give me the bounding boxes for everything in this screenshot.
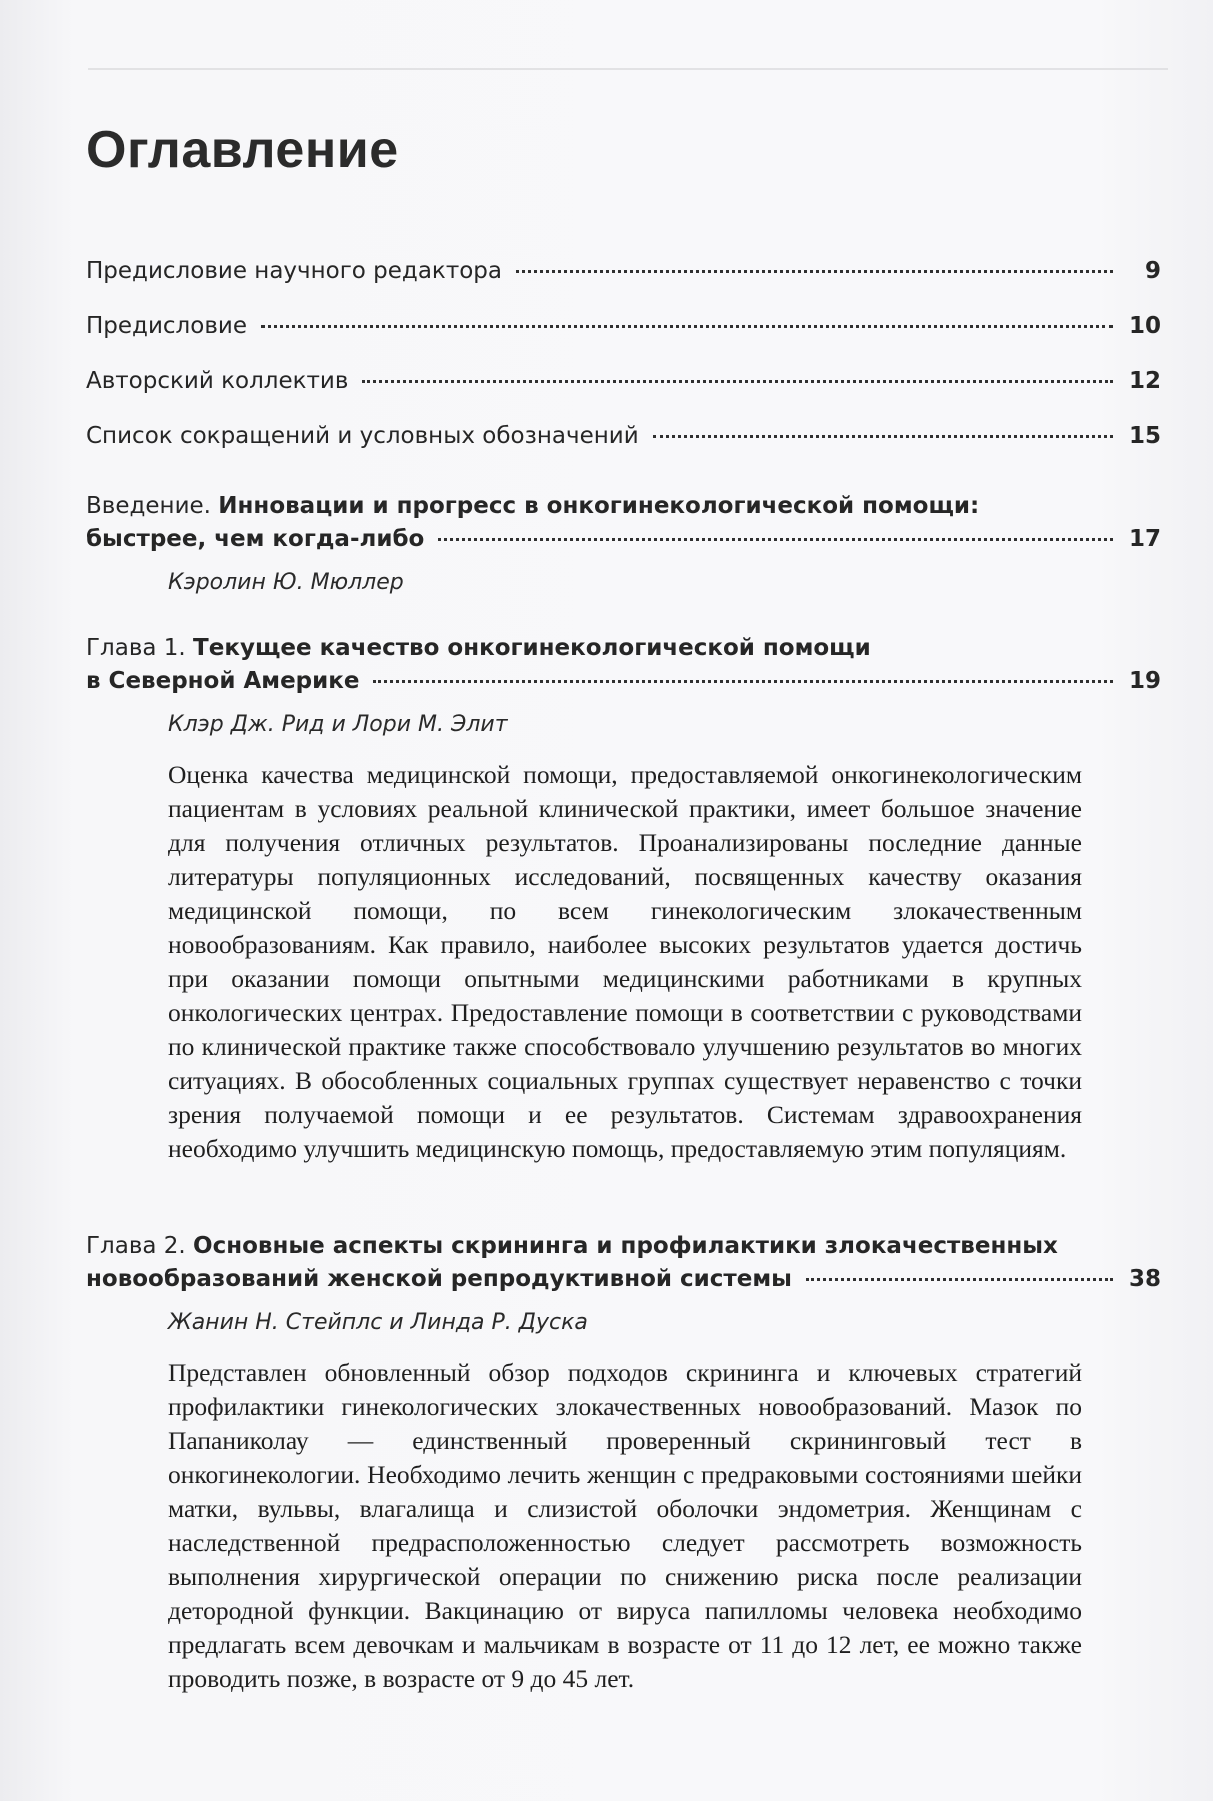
toc-leader-dots xyxy=(261,325,1113,328)
toc-entry-page: 17 xyxy=(1128,526,1161,552)
toc-entry-page: 38 xyxy=(1128,1266,1161,1292)
toc-chapter2-prefix: Глава 2. xyxy=(86,1233,186,1259)
running-header-rule xyxy=(88,62,1168,70)
toc-intro-prefix: Введение. xyxy=(86,493,211,519)
toc-intro-line2[interactable] xyxy=(86,526,1161,552)
toc-chapter1-title-line2: в Северной Америке xyxy=(86,668,360,694)
toc-chapter2-heading[interactable] xyxy=(86,1233,1086,1259)
toc-entry-page: 10 xyxy=(1128,313,1161,339)
toc-entry-label: Предисловие научного редактора xyxy=(86,258,502,284)
toc-intro-title-line2: быстрее, чем когда-либо xyxy=(86,526,425,552)
toc-chapter2-authors: Жанин Н. Стейплс и Линда Р. Дуска xyxy=(168,1310,588,1335)
toc-entry-authors[interactable] xyxy=(86,368,1161,394)
toc-leader-dots xyxy=(806,1278,1113,1281)
toc-intro-title-line1: Инновации и прогресс в онкогинекологической помощи: xyxy=(218,493,980,519)
toc-chapter2-title-line1: Основные аспекты скрининга и профилактики злокачественных xyxy=(193,1233,1058,1259)
toc-chapter2-title-line2: новообразований женской репродуктивной системы xyxy=(86,1266,792,1292)
toc-leader-dots xyxy=(362,380,1113,383)
toc-chapter1-prefix: Глава 1. xyxy=(86,635,186,661)
toc-entry-preface[interactable] xyxy=(86,313,1161,339)
toc-intro-heading[interactable] xyxy=(86,493,1086,519)
toc-entry-page: 19 xyxy=(1128,668,1161,694)
toc-intro-authors: Кэролин Ю. Мюллер xyxy=(168,570,404,595)
toc-chapter2-abstract: Представлен обновленный обзор подходов скрининга и ключевых стратегий профилактики гинекологических злокачественных новообразований. Мазок по Папаниколау — единственный проверенный скрининговый тест в онкогинекологии. Необходимо лечить женщин с предраковыми состояниями шейки матки, вульвы, влагалища и слизистой оболочки эндометрия. Женщинам с наследственной предрасположенностью следует рассмотреть возможность выполнения хирургической операции по снижению риска после реализации детородной функции. Вакцинацию от вируса папилломы человека необходимо предлагать всем девочкам и мальчикам в возрасте от 11 до 12 лет, ее можно также проводить позже, в возрасте от 9 до 45 лет. xyxy=(168,1358,1082,1693)
toc-entry-label: Предисловие xyxy=(86,313,247,339)
page-title: Оглавление xyxy=(86,121,399,179)
toc-chapter1-abstract: Оценка качества медицинской помощи, предоставляемой онкогинекологическим пациентам в условиях реальной клинической практики, имеет большое значение для получения отличных результатов. Проанализированы последние данные литературы популяционных исследований, посвященных качеству оказания медицинской помощи, по всем гинекологическим злокачественным новообразованиям. Как правило, наиболее высоких результатов удается достичь при оказании помощи опытными медицинскими работниками в крупных онкологических центрах. Предоставление помощи в соответствии с руководствами по клинической практике также способствовало улучшению результатов во многих ситуациях. В обособленных социальных группах существует неравенство с точки зрения получаемой помощи и ее результатов. Системам здравоохранения необходимо улучшить медицинскую помощь, предоставляемую этим популяциям. xyxy=(168,760,1082,1163)
toc-chapter1-line2[interactable] xyxy=(86,668,1161,694)
toc-entry-page: 12 xyxy=(1128,368,1161,394)
toc-chapter1-authors: Клэр Дж. Рид и Лори М. Элит xyxy=(168,712,508,737)
toc-leader-dots xyxy=(373,680,1113,683)
toc-entry-label: Список сокращений и условных обозначений xyxy=(86,423,639,449)
toc-entry-editor-preface[interactable] xyxy=(86,258,1161,284)
toc-chapter2-line2[interactable] xyxy=(86,1266,1161,1292)
toc-entry-abbreviations[interactable] xyxy=(86,423,1161,449)
toc-entry-page: 9 xyxy=(1144,258,1161,284)
toc-chapter1-heading[interactable] xyxy=(86,635,1086,661)
toc-leader-dots xyxy=(438,538,1113,541)
toc-leader-dots xyxy=(516,270,1113,273)
toc-entry-label: Авторский коллектив xyxy=(86,368,349,394)
toc-leader-dots xyxy=(653,435,1113,438)
toc-chapter1-title-line1: Текущее качество онкогинекологической помощи xyxy=(193,635,871,661)
toc-entry-page: 15 xyxy=(1128,423,1161,449)
